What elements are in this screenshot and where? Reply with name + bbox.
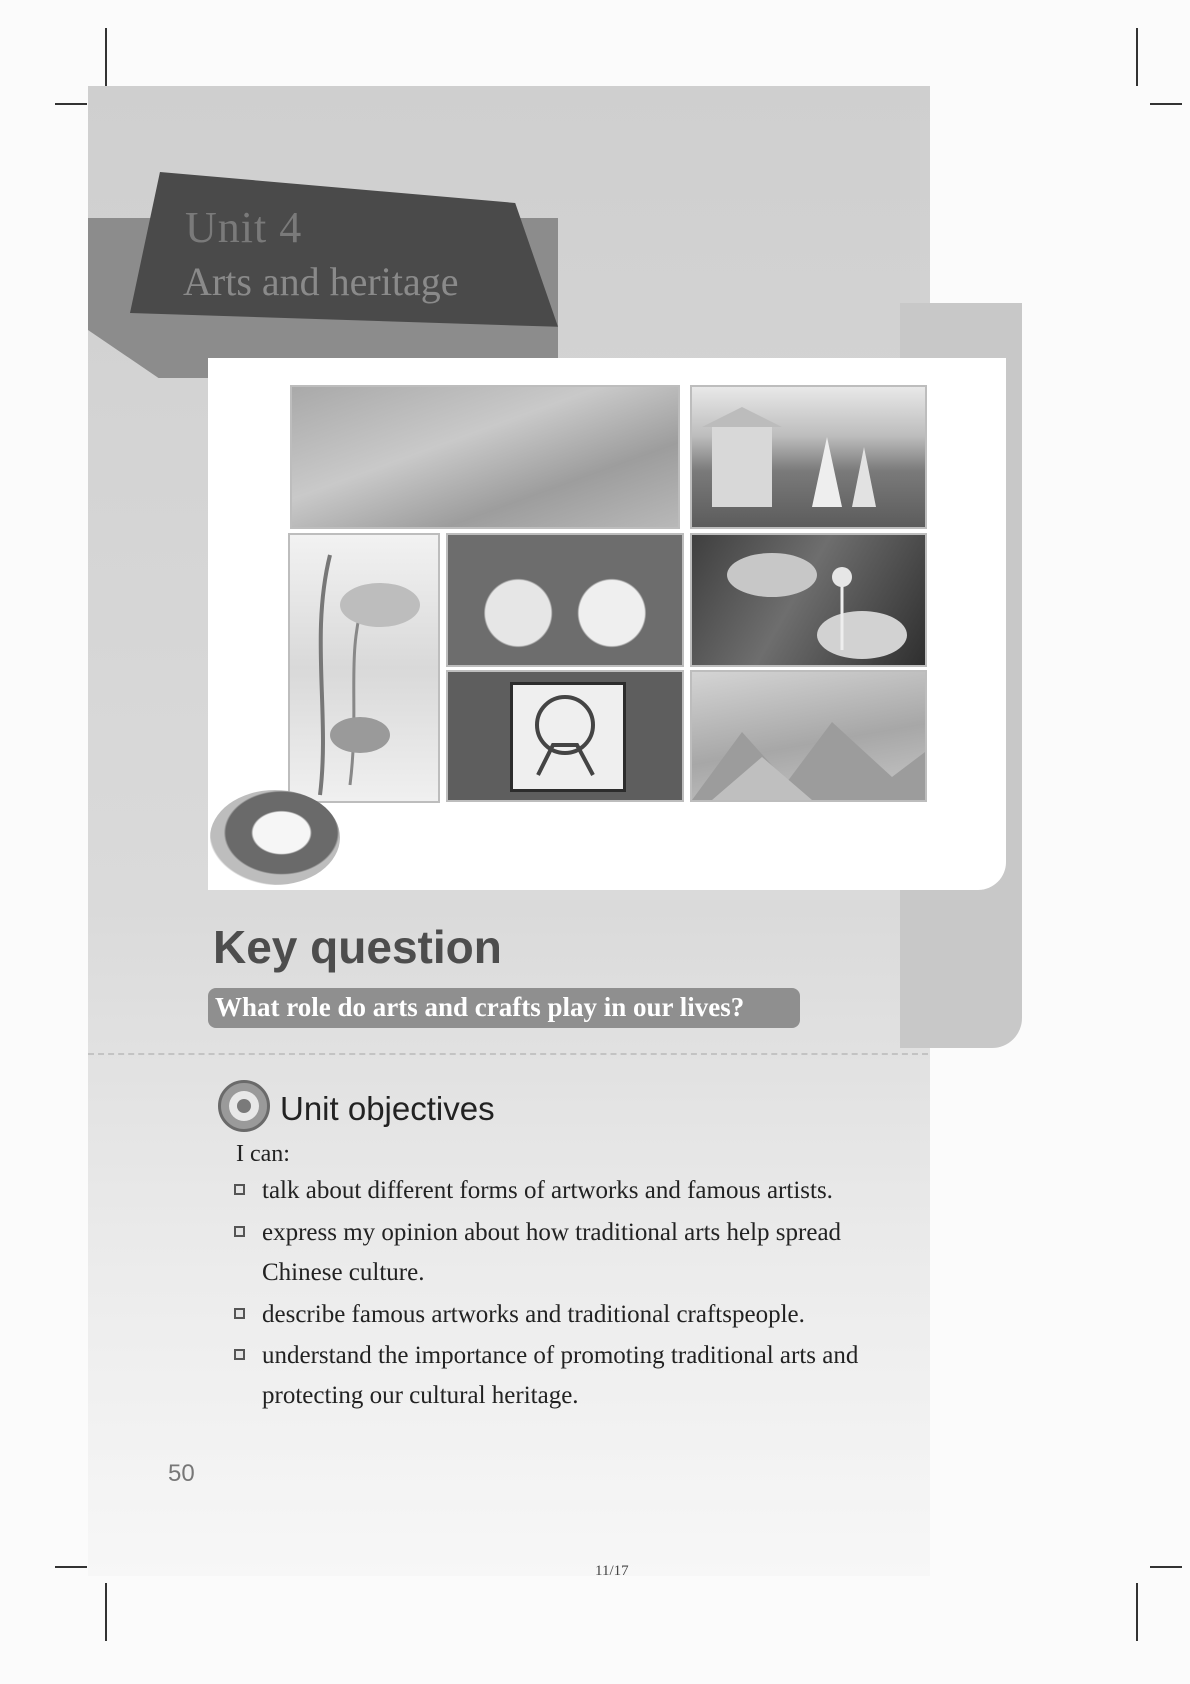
objective-item [262,1336,902,1416]
objective-text: talk about different forms of artworks and famous artists. [262,1177,833,1204]
page-number: 50 [168,1460,195,1487]
paper-cut-icon [513,685,617,783]
objective-item [262,1213,862,1293]
photo-painting-scroll [290,385,680,529]
checkbox-icon [234,1184,245,1195]
objectives-heading: Unit objectives [280,1090,495,1127]
paper-cut-frame [510,682,626,792]
unit-title: Arts and heritage [183,259,459,304]
crop-mark [1150,1566,1182,1568]
crop-mark [55,1566,87,1568]
mountain-icon [692,672,925,800]
swirl-decoration [210,790,340,885]
photo-landscape-painting [690,670,927,802]
objectives-intro: I can: [236,1141,290,1167]
unit-number: Unit 4 [185,203,303,252]
bamboo-icon [290,535,438,801]
objective-item [262,1295,902,1335]
checkbox-icon [234,1349,245,1360]
crop-mark [1136,28,1138,86]
objective-text: understand the importance of promoting traditional arts and protecting our cultural heritage. [262,1342,859,1409]
photo-ink-bamboo-painting [288,533,440,803]
crop-mark [1136,1583,1138,1641]
photo-paper-cut [446,670,684,802]
crop-mark [55,103,87,105]
objective-text: express my opinion about how traditional arts help spread Chinese culture. [262,1219,842,1286]
photo-pagoda-temple [690,385,927,529]
checkbox-icon [234,1226,245,1237]
target-icon [218,1080,270,1132]
pagoda-icon [692,387,925,527]
key-question-text: What role do arts and crafts play in our lives? [215,992,745,1022]
photo-clay-figurines [446,533,684,667]
crop-mark [1150,103,1182,105]
photo-sugar-figure-craft [690,533,927,667]
objective-text: describe famous artworks and traditional craftspeople. [262,1301,805,1328]
checkbox-icon [234,1308,245,1319]
footer-page-count: 11/17 [595,1563,629,1579]
objective-item [262,1171,902,1211]
section-divider [88,1053,928,1055]
crop-mark [105,1583,107,1641]
crop-mark [105,28,107,86]
key-question-heading: Key question [213,921,502,973]
hands-icon [692,535,925,665]
